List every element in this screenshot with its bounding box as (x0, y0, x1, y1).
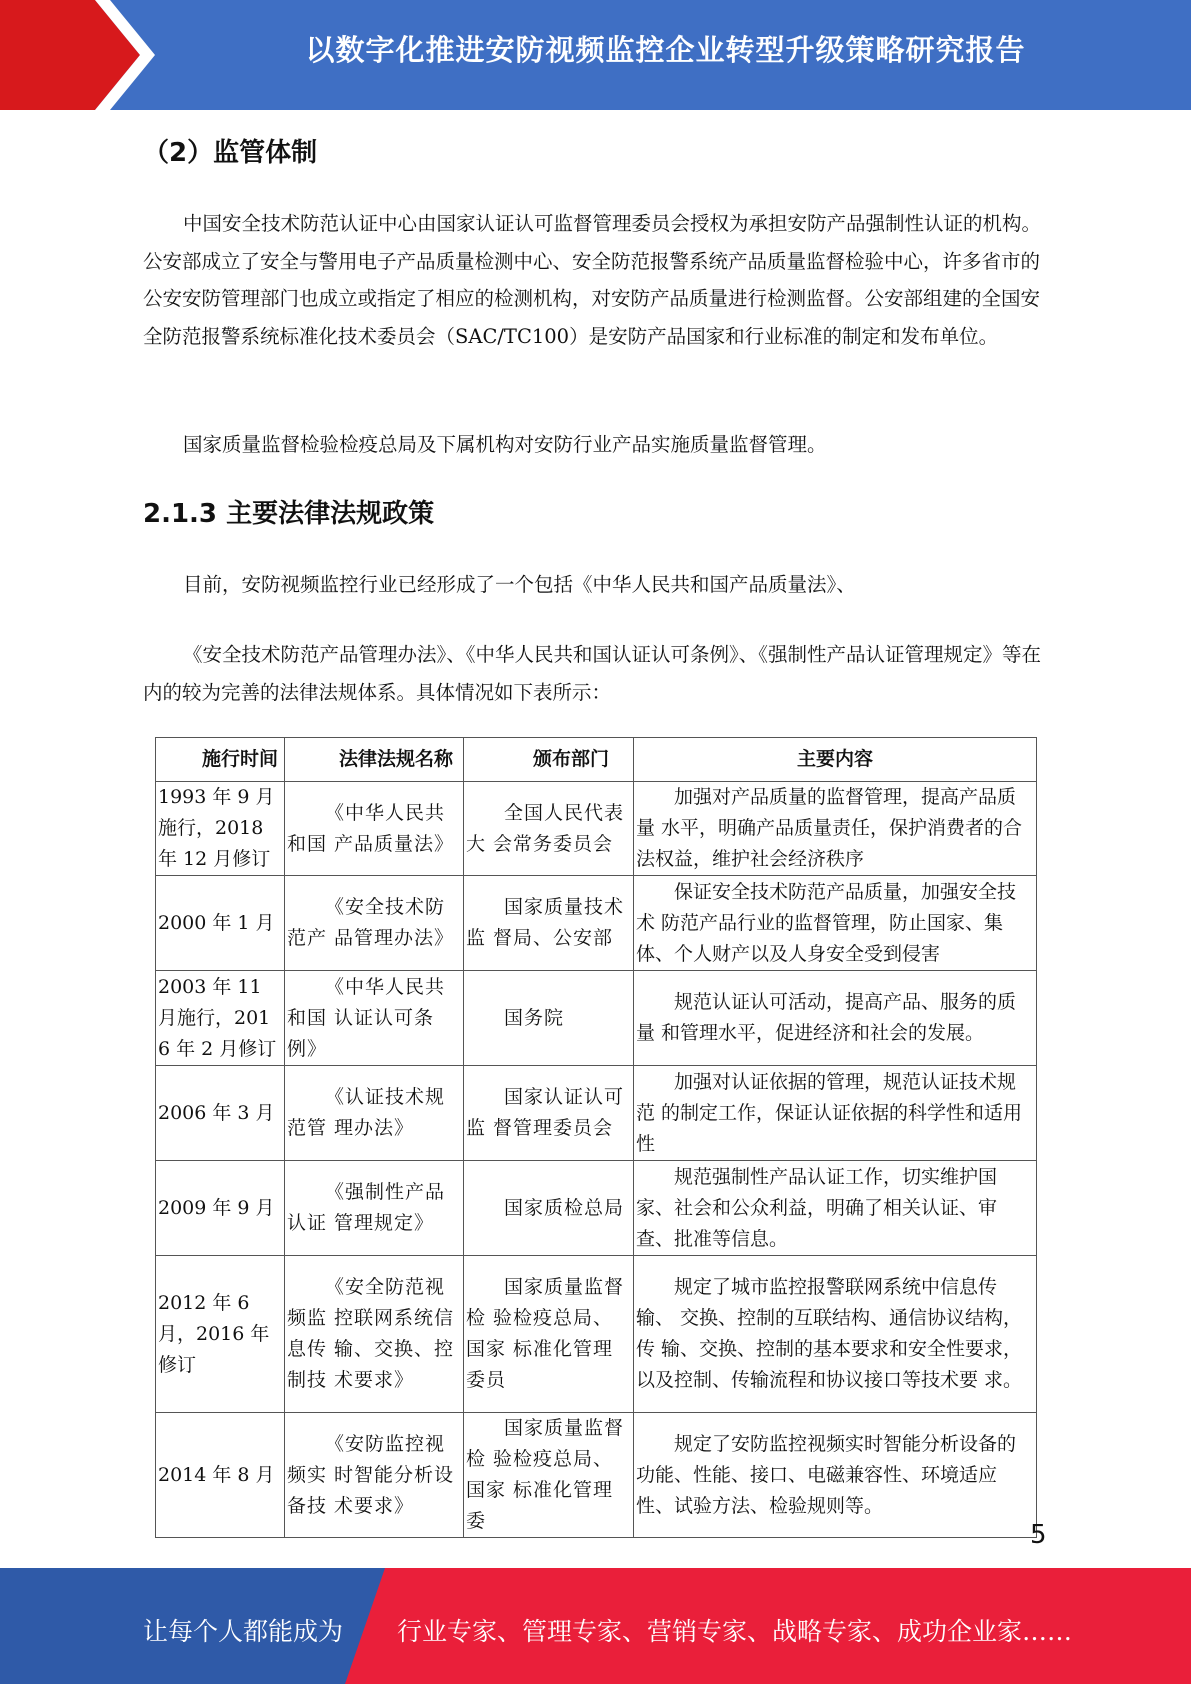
cell-content: 规定了城市监控报警联网系统中信息传输、 交换、控制的互联结构、通信协议结构，传 输、交换、控制的基本要求和安全性要求，以及控制、传输流程和协议接口等技术要 求。 (634, 1256, 1037, 1413)
table-row (156, 1413, 1037, 1538)
cell-content: 加强对产品质量的监督管理，提高产品质量 水平，明确产品质量责任，保护消费者的合法权益，维护社会经济秩序 (634, 782, 1037, 876)
cell-date: 2012 年 6 月，2016 年修订 (156, 1256, 285, 1413)
cell-law-name: 《安防监控视频实 时智能分析设备技 术要求》 (285, 1413, 464, 1538)
cell-date: 2003 年 11 月施行，2016 年 2 月修订 (156, 971, 285, 1066)
paragraph-regulatory-system: 中国安全技术防范认证中心由国家认证认可监督管理委员会授权为承担安防产品强制性认证的机构。公安部成立了安全与警用电子产品质量检测中心、安全防范报警系统产品质量监督检验中心，许多省市的公安安防管理部门也成立或指定了相应的检测机构，对安防产品质量进行检测监督。公安部组建的全国安全防范报警系统标准化技术委员会（SAC/TC100）是安防产品国家和行业标准的制定和发布单位。 (143, 212, 1042, 348)
cell-department: 国家质检总局 (464, 1161, 634, 1256)
cell-content: 规范强制性产品认证工作，切实维护国家、社会和公众利益，明确了相关认证、审查、批准等信息。 (634, 1161, 1037, 1256)
cell-department: 国家质量监督检 验检疫总局、国家 标准化管理委员 (464, 1256, 634, 1413)
cell-date: 2014 年 8 月 (156, 1413, 285, 1538)
cell-law-name: 《中华人民共和国 认证认可条例》 (285, 971, 464, 1066)
paragraph-quality-supervision: 国家质量监督检验检疫总局及下属机构对安防行业产品实施质量监督管理。 (183, 433, 827, 456)
cell-law-name: 《强制性产品认证 管理规定》 (285, 1161, 464, 1256)
cell-date: 2000 年 1 月 (156, 876, 285, 971)
cell-law-name: 《安全防范视频监 控联网系统信息传 输、交换、控制技 术要求》 (285, 1256, 464, 1413)
cell-department: 国务院 (464, 971, 634, 1066)
table-row (156, 1066, 1037, 1161)
header-issuing-department: 颁布部门 (464, 738, 634, 782)
footer-slogan-left: 让每个人都能成为 (143, 1617, 344, 1646)
cell-law-name: 《认证技术规范管 理办法》 (285, 1066, 464, 1161)
cell-date: 2009 年 9 月 (156, 1161, 285, 1256)
paragraph-laws-intro: 目前，安防视频监控行业已经形成了一个包括《中华人民共和国产品质量法》、 (183, 573, 856, 596)
cell-date: 1993 年 9 月施行，2018 年 12 月修订 (156, 782, 285, 876)
table-row (156, 782, 1037, 876)
paragraph-laws-list: 《安全技术防范产品管理办法》、《中华人民共和国认证认可条例》、《强制性产品认证管理规定》等在内的较为完善的法律法规体系。具体情况如下表所示： (143, 643, 1042, 704)
header-law-name: 法律法规名称 (285, 738, 464, 782)
cell-content: 保证安全技术防范产品质量，加强安全技术 防范产品行业的监督管理，防止国家、集体、个人财产以及人身安全受到侵害 (634, 876, 1037, 971)
table-header-row (156, 738, 1037, 782)
cell-content: 规定了安防监控视频实时智能分析设备的功能、性能、接口、电磁兼容性、环境适应性、试验方法、检验规则等。 (634, 1413, 1037, 1538)
cell-department: 国家质量技术监 督局、公安部 (464, 876, 634, 971)
footer-slogan-right: 行业专家、管理专家、营销专家、战略专家、成功企业家…… (397, 1617, 1073, 1646)
cell-content: 规范认证认可活动，提高产品、服务的质量 和管理水平，促进经济和社会的发展。 (634, 971, 1037, 1066)
header-main-content: 主要内容 (634, 738, 1037, 782)
table-row (156, 1256, 1037, 1413)
laws-table (155, 737, 1037, 1538)
report-title: 以数字化推进安防视频监控企业转型升级策略研究报告 (305, 33, 1026, 67)
subsection-heading: （2）监管体制 (143, 138, 318, 168)
table-row (156, 876, 1037, 971)
cell-department: 全国人民代表大 会常务委员会 (464, 782, 634, 876)
page-number: 5 (1030, 1520, 1047, 1550)
cell-department: 国家质量监督检 验检疫总局、国家 标准化管理委 (464, 1413, 634, 1538)
cell-content: 加强对认证依据的管理，规范认证技术规范 的制定工作，保证认证依据的科学性和适用性 (634, 1066, 1037, 1161)
cell-law-name: 《中华人民共和国 产品质量法》 (285, 782, 464, 876)
cell-law-name: 《安全技术防范产 品管理办法》 (285, 876, 464, 971)
cell-department: 国家认证认可监 督管理委员会 (464, 1066, 634, 1161)
table-row (156, 971, 1037, 1066)
section-heading: 2.1.3 主要法律法规政策 (143, 499, 435, 529)
table-row (156, 1161, 1037, 1256)
header-effective-date: 施行时间 (156, 738, 285, 782)
cell-date: 2006 年 3 月 (156, 1066, 285, 1161)
